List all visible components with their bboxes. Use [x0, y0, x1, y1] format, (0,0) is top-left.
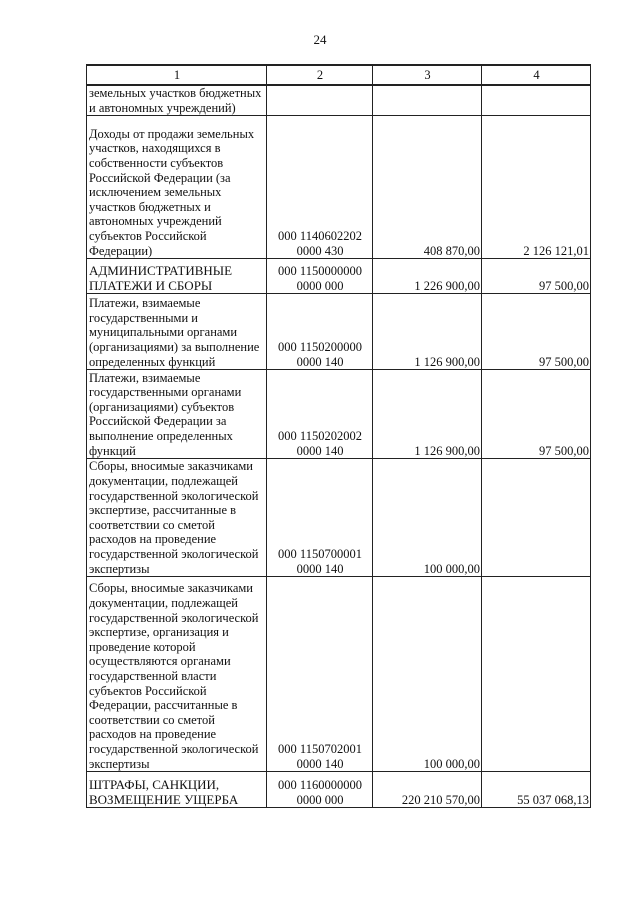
page-number: 24 [313, 32, 327, 47]
table-row [87, 577, 591, 772]
row-name: Платежи, взимаемые государственными и муниципальными органами (организациями) за выполнение определенных функций [87, 294, 267, 370]
table-row [87, 294, 591, 370]
row-name: Сборы, вносимые заказчиками документации, подлежащей государственной экологической экспертизе, организация и проведение которой осуществляются органами государственной власти субъектов Российской Федерации, рассчитанные в соответствии со сметой расходов на проведение государственной экологической экспертизы [87, 577, 267, 772]
row-code: 000 1150000000 0000 000 [267, 259, 373, 294]
row-col3-value: 220 210 570,00 [373, 772, 482, 808]
row-col4-value [482, 85, 591, 116]
row-col3-value [373, 85, 482, 116]
row-code: 000 1140602202 0000 430 [267, 116, 373, 259]
row-name: ШТРАФЫ, САНКЦИИ, ВОЗМЕЩЕНИЕ УЩЕРБА [87, 772, 267, 808]
row-name: Сборы, вносимые заказчиками документации, подлежащей государственной экологической экспертизе, рассчитанные в соответствии со сметой расходов на проведение государственной экологической экспертизы [87, 459, 267, 577]
row-col4-value [482, 459, 591, 577]
row-col3-value: 1 126 900,00 [373, 294, 482, 370]
row-col3-value: 100 000,00 [373, 577, 482, 772]
row-col4-value: 97 500,00 [482, 259, 591, 294]
row-name: Платежи, взимаемые государственными органами (организациями) субъектов Российской Федерации за выполнение определенных функций [87, 370, 267, 459]
row-col4-value: 97 500,00 [482, 370, 591, 459]
row-code: 000 1150700001 0000 140 [267, 459, 373, 577]
row-code: 000 1150702001 0000 140 [267, 577, 373, 772]
row-code: 000 1150202002 0000 140 [267, 370, 373, 459]
row-code: 000 1150200000 0000 140 [267, 294, 373, 370]
row-code [267, 85, 373, 116]
table-header-row [87, 65, 591, 85]
header-col-3: 3 [373, 65, 482, 85]
row-col3-value: 1 226 900,00 [373, 259, 482, 294]
budget-table [86, 64, 591, 808]
row-col3-value: 1 126 900,00 [373, 370, 482, 459]
row-col3-value: 100 000,00 [373, 459, 482, 577]
row-code: 000 1160000000 0000 000 [267, 772, 373, 808]
table-row [87, 772, 591, 808]
table-row [87, 85, 591, 116]
table-row [87, 459, 591, 577]
row-col4-value [482, 577, 591, 772]
header-col-4: 4 [482, 65, 591, 85]
row-col4-value: 2 126 121,01 [482, 116, 591, 259]
row-col4-value: 55 037 068,13 [482, 772, 591, 808]
row-name: земельных участков бюджетных и автономных учреждений) [87, 85, 267, 116]
row-col3-value: 408 870,00 [373, 116, 482, 259]
row-name: Доходы от продажи земельных участков, находящихся в собственности субъектов Российской Федерации (за исключением земельных участков бюджетных и автономных учреждений субъектов Российской Федерации) [87, 116, 267, 259]
table-row [87, 370, 591, 459]
header-col-2: 2 [267, 65, 373, 85]
row-col4-value: 97 500,00 [482, 294, 591, 370]
row-name: АДМИНИСТРАТИВНЫЕ ПЛАТЕЖИ И СБОРЫ [87, 259, 267, 294]
header-col-1: 1 [87, 65, 267, 85]
table-row [87, 259, 591, 294]
table-row [87, 116, 591, 259]
